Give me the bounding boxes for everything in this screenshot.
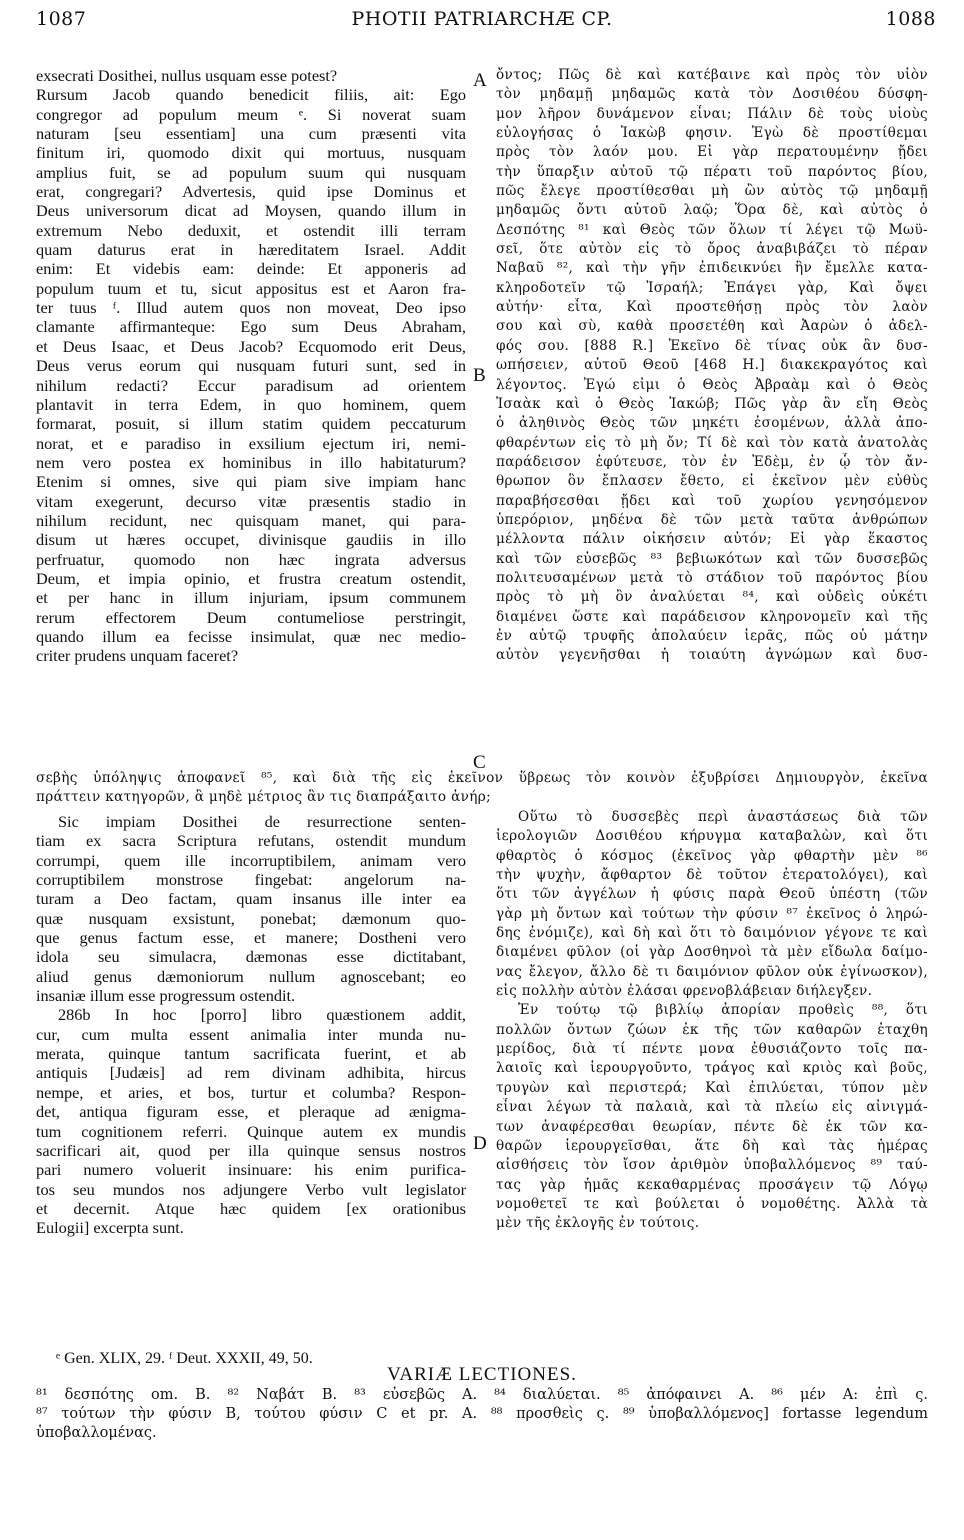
latin-line: plantavit in terra Edem, in quo hominem, quem — [36, 394, 466, 414]
latin-line: que genus factum esse, et manere; Dostheni vero — [36, 928, 466, 948]
greek-line: τὸν μηδαμῇ μηδαμῶς κατὰ τὸν Δοσιθέου δύσφη- — [496, 86, 928, 103]
latin-line: nempe, et aries, et bos, turtur et columba? Respon- — [36, 1082, 466, 1102]
latin-line: et Deus Isaac, et Deus Jacob? Ecquomodo erit Deus, — [36, 336, 466, 356]
greek-line: τὴν ὕπαρξιν αὐτοῦ τῷ πέρατι τοῦ παρόντος βίου, — [496, 163, 928, 180]
greek-line: εἰς πολλὴν αὐτὸν ἐλάσαι φρενοβλάβειαν διήλεγξεν. — [496, 983, 873, 1000]
variant-reading-line: ὑποβαλλομένας. — [36, 1425, 157, 1441]
greek-line: καὶ τῶν εὐσεβῶς ⁸³ βεβιωκότων καὶ τῶν δυσσεβῶς — [496, 550, 928, 567]
greek-line: σου καὶ σὺ, καθὰ προσετέθη καὶ Ἀαρὼν ὁ ἀδελ- — [496, 318, 928, 335]
greek-line: κληροδοτεῖν τῷ Ἰσραήλ; Ἐπάγει γὰρ, Καὶ ὄψει — [496, 279, 928, 296]
greek-line: λαιοῖς καὶ ἱερουργοῦντο, τράγος καὶ κριὸς καὶ βοῦς, — [496, 1060, 928, 1077]
latin-line: quæ nusquam exsistunt, ponebat; dæmonum quo- — [36, 908, 466, 928]
greek-line: γὰρ μὴ ὄντων καὶ τούτων τὴν φύσιν ⁸⁷ ἐκεῖνος ὁ ληρώ- — [496, 905, 928, 922]
right-page-number: 1088 — [885, 8, 936, 30]
latin-line: tiam ex sacra Scriptura refutans, ostendit mundum — [36, 831, 466, 851]
latin-line: turam a Deo factam, quam insanus ille inter ea — [36, 889, 466, 909]
latin-line: nihilum redacti? Eccur paradisum ad orientem — [36, 375, 466, 395]
latin-line: nem vero postea ex hominibus in illo habitaturum? — [36, 452, 466, 472]
latin-line: clamante affirmanteque: Ego sum Deus Abraham, — [36, 317, 466, 337]
latin-line: quam daturus erat in hæreditatem Israel. Addit — [36, 240, 466, 260]
latin-line: det, antiqua figuram esse, et pleraque ad ænigma- — [36, 1102, 466, 1122]
greek-line: ὄντος; Πῶς δὲ καὶ κατέβαινε καὶ πρὸς τὸν υἱὸν — [496, 67, 928, 83]
greek-line: θρωπον ὃν ἔπλασεν ἔθετο, εἰ ἐκεῖνον μὲν εὐθὺς — [496, 473, 928, 490]
latin-line: extremum Nebo deduxit, et ostendit illi terram — [36, 220, 466, 240]
greek-line: πῶς ἔλεγε προστίθεσθαι μὴ ὢν αὐτὸς τῷ μηδαμῇ — [496, 183, 928, 200]
latin-line: nihilum recidunt, nec quisquam manet, qui para- — [36, 510, 466, 530]
running-title: PHOTII PATRIARCHÆ CP. — [351, 8, 613, 30]
greek-line: παράδεισον ἐφύτευσε, τὸν ἐν Ἐδὲμ, ἐν ᾧ τὸν ἄν- — [496, 453, 928, 470]
greek-line: ὁ ἀληθινὸς Θεὸς τῶν μηκέτι ἐσομένων, ἀλλὰ ἀπο- — [496, 415, 928, 432]
latin-line: antiquis [Judæis] ad rem divinam adhibita, hircus — [36, 1063, 466, 1083]
greek-line: εὐλογήσας ὁ Ἰακὼβ φησιν. Ἐγὼ δὲ προστίθεμαι — [496, 125, 928, 142]
latin-line: et per hanc in illum injuriam, ipsum communem — [36, 588, 466, 608]
greek-line: μέλλοντα πάλιν οἰκήσειν αὐτόν; Εἰ γὰρ ἕκαστος — [496, 531, 928, 548]
latin-line: Deum, et impia opinio, et frustra creatum ostendit, — [36, 568, 466, 588]
latin-line: Etenim si omnes, sive qui piam sive impiam hanc — [36, 472, 466, 492]
latin-line: congregor ad populum meum ᵉ. Si noverat suam — [36, 104, 466, 124]
latin-line: amplius fuit, se ad populum suum qui nusquam — [36, 162, 466, 182]
latin-line: Rursum Jacob quando benedicit filiis, ait: Ego — [36, 85, 466, 105]
variae-lectiones — [36, 1386, 928, 1443]
latin-line: pari numero voluerit insinuare: his enim purifica- — [36, 1160, 466, 1180]
greek-line: διαμένει ὥστε καὶ παράδεισον κληρονομεῖν καὶ τῆς — [496, 608, 928, 625]
latin-line: erat, congregari? Advertesis, quid ipse Dominus et — [36, 182, 466, 202]
greek-line: φθαρέντων εἰς τὸ μὴ ὄν; Τί δὲ καὶ τὸν κατὰ ἀνατολὰς — [496, 434, 928, 451]
latin-line: criter prudens unquam faceret? — [36, 646, 239, 666]
greek-line: Ἰσαὰκ καὶ ὁ Θεὸς Ἰακώβ; Πῶς γὰρ ἂν εἴη Θεὸς — [496, 395, 928, 412]
latin-line: merata, quinque tantum sacrificata fuerint, et ab — [36, 1044, 466, 1064]
latin-line: insaniæ illum esse progressum ostendit. — [36, 986, 296, 1006]
greek-column-bottom — [496, 808, 928, 1234]
latin-line: corrumpi, quem ille incorruptibilem, animam vero — [36, 850, 466, 870]
greek-line: πολιτευσαμένων μετὰ τὸ στάδιον τοῦ παρόντος βίου — [496, 569, 928, 586]
latin-line: finitum iri, quomodo dixit qui mortuus, nusquam — [36, 143, 466, 163]
latin-line: tos seu mundos nos adjungere Verbo vult legislator — [36, 1179, 466, 1199]
greek-column-top — [496, 66, 928, 666]
latin-line: idola seu simulacra, dæmonas esse dictitabant, — [36, 947, 466, 967]
latin-line: vitam exegerunt, decurso vitæ præsentis stadio in — [36, 491, 466, 511]
greek-line: ἱερολογιῶν Δοσιθέου κήρυγμα καταβαλὼν, καὶ ὅτι — [496, 828, 928, 845]
greek-line: μερίδος, διὰ τί πέντε μονα ἐθυσιάζοντο τοῖς πα- — [496, 1041, 928, 1058]
greek-line: πρὸς τὸν λαόν μου. Εἰ γὰρ περατουμένην ᾔδει — [496, 144, 928, 161]
margin-marker-d: D — [473, 1133, 487, 1154]
scripture-footnote: ᵉ Gen. XLIX, 29. ᶠ Deut. XXXII, 49, 50. — [56, 1350, 313, 1367]
greek-line: Οὕτω τὸ δυσσεβὲς περὶ ἀναστάσεως διὰ τῶν — [518, 809, 928, 825]
latin-line: rerum effectorem Deum contumeliose perstringit, — [36, 607, 466, 627]
greek-line: παραβήσεσθαι ᾔδει καὶ τοῦ χωρίου γενησόμενον — [496, 492, 928, 509]
greek-line: θαρῶν ἱερουργεῖσθαι, ἅτε δὴ καὶ τὰς ἡμέρας — [496, 1137, 928, 1154]
latin-line: cur, cum multa essent animalia inter munda nu- — [36, 1024, 466, 1044]
latin-line: Eulogii] excerpta sunt. — [36, 1218, 184, 1238]
greek-line: διαμένει φῦλον (οἱ γὰρ Δοσθηνοὶ τὰ μὲν εἴδωλα δαίμο- — [496, 944, 928, 961]
latin-line: corruptibilem monstrose fingebat: angelorum na- — [36, 870, 466, 890]
greek-line: εἶναι λέγων τὰ παλαιὰ, καὶ τὰ πλείω εἰς αἰνιγμά- — [496, 1099, 928, 1116]
greek-line: φθαρτὸς ὁ κόσμος (ἐκεῖνος γὰρ φθαρτὴν μὲν ⁸⁶ — [496, 847, 928, 864]
greek-line: τας γὰρ ἡμᾶς κεκαθαρμένας προσάγειν τῷ Λόγῳ — [496, 1176, 928, 1193]
greek-line: Ναβαῦ ⁸², καὶ τὴν γῆν ἐπιδεικνύει ἣν ἔμελλε κατα- — [496, 260, 928, 277]
greek-line: των ἀναφέρεσθαι θεωρίαν, πέντε δὲ ἐκ τῶν κα- — [496, 1118, 928, 1135]
greek-line: δης ἐνόμιζε), καὶ δὴ καὶ ὅτι τὸ δαιμόνιον γέγονε τε καὶ — [496, 925, 928, 942]
greek-line: σεῖ, ὅτε αὐτὸν εἰς τὸ ὄρος ἀναβιβάζει τὸ πέραν — [496, 241, 928, 258]
greek-line: Δεσπότης ⁸¹ καὶ Θεὸς τῶν ὅλων τί λέγει τῷ Μωϋ- — [496, 221, 928, 238]
greek-wide-line: πράττειν κατηγορῶν, ἃ μηδὲ μέτριος ἂν τις διαπράξαιτο ἀνήρ; — [36, 789, 492, 806]
latin-line: ter tuus ᶠ. Illud autem quos non moveat, Deo ipso — [36, 298, 466, 318]
greek-line: τρυγὼν καὶ περιστερά; Καὶ ἐπιλύεται, τύπον μὲν — [496, 1079, 928, 1096]
latin-line: naturam [seu essentiam] una cum præsenti vita — [36, 124, 466, 144]
greek-line: αἰσθήσεις τὸν ἴσον ἀριθμὸν ὑποβαλλόμενος ⁸⁹ ταύ- — [496, 1157, 928, 1174]
margin-marker-a: A — [473, 70, 487, 91]
latin-line: 286b In hoc [porro] libro quæstionem addit, — [58, 1005, 466, 1025]
greek-full-width-lines — [36, 769, 928, 808]
latin-line: quando illum ea fecisse insimulat, quæ nec medio- — [36, 626, 466, 646]
latin-line: Deus verus eorum qui nusquam futuri sunt, sed in — [36, 356, 466, 376]
greek-line: Ἐν τούτῳ τῷ βιβλίῳ ἀπορίαν προθεὶς ⁸⁸, ὅτι — [518, 1002, 928, 1019]
greek-line: ωπήσειεν, αὐτοῦ Θεοῦ [468 H.] διακεκραγότος καὶ — [496, 357, 928, 374]
latin-line: enim: Et videbis eam: deinde: Et apponeris ad — [36, 259, 466, 279]
greek-line: αὐτήν· εἶτα, Καὶ προστεθήσῃ πρὸς τὸν λαὸν — [496, 299, 928, 316]
variant-reading-line: ⁸¹ δεσπότης om. B. ⁸² Ναβάτ B. ⁸³ εὐσεβῶς A. ⁸⁴ διαλύεται. ⁸⁵ ἀπόφαινει A. ⁸⁶ μέν A: ἐπὶ ς. — [36, 1387, 928, 1403]
greek-wide-line: σεβὴς ὑπόληψις ἀποφανεῖ ⁸⁵, καὶ διὰ τῆς εἰς ἐκεῖνον ὕβρεως τὸν κοινὸν ἐξυβρίσει Δημιουργὸν, ἐκεῖνα — [36, 770, 928, 786]
latin-line: et decernit. Atque hæc quidem [ex orationibus — [36, 1198, 466, 1218]
greek-line: λέγοντος. Ἐγώ εἰμι ὁ Θεὸς Ἀβραὰμ καὶ ὁ Θεὸς — [496, 376, 928, 393]
greek-line: νας ἔλεγον, ἄλλο δὲ τι δαιμόνιον φῦλον οὐκ ἐγίνωσκον), — [496, 963, 928, 980]
latin-line: exsecrati Dosithei, nullus usquam esse potest? — [36, 66, 338, 85]
greek-line: αὐτὸν γεγενῆσθαι ἡ τοιαύτη ἀγνώμων καὶ δυσ- — [496, 647, 928, 664]
latin-column-top — [36, 66, 466, 666]
greek-line: τὴν ψυχὴν, ἄφθαρτον δὲ τοῦτον ἐτερατολόγει), καὶ — [496, 867, 928, 884]
greek-line: πολλῶν ὄντων ζώων ἐκ τῆς τῶν καθαρῶν ἐταχθη — [496, 1021, 928, 1038]
latin-line: Sic impiam Dosithei de resurrectione senten- — [58, 812, 466, 831]
greek-line: μηδαμῶς ὄντι αὐτοῦ λαῷ; Ὅρα δὲ, καὶ αὐτὸς ὁ — [496, 202, 928, 219]
variae-lectiones-heading: VARIÆ LECTIONES. — [387, 1364, 577, 1385]
latin-line: Deus universorum dicat ad Moysen, quando illum in — [36, 201, 466, 221]
latin-line: perfruatur, quomodo non hæc ingrata adversus — [36, 549, 466, 569]
latin-line: aliud genus dæmoniorum nullum agnoscebant; eo — [36, 966, 466, 986]
greek-line: πρὸς τὸ μὴ ὂν ἀναλύεται ⁸⁴, καὶ οὐδεὶς οὐκέτι — [496, 589, 928, 606]
greek-line: νομοθετεῖ τε καὶ βούλεται ὁ νομοθέτης. Ἀλλὰ τὰ — [496, 1195, 928, 1212]
variant-reading-line: ⁸⁷ τούτων τὴν φύσιν B, τούτου φύσιν C et pr. A. ⁸⁸ προσθεὶς ς. ⁸⁹ ὑποβαλλόμενος] fortasse legendum — [36, 1406, 928, 1422]
greek-line: μὲν τῆς ἐκλογῆς ἐν τούτοις. — [496, 1215, 700, 1232]
latin-line: sacrificari ait, quod per illa quinque sensus nostros — [36, 1140, 466, 1160]
greek-line: μον λῆρον δυνάμενον εἶναι; Πάλιν δὲ τοὺς υἱοὺς — [496, 105, 928, 122]
latin-column-bottom — [36, 812, 466, 1238]
greek-line: ὑπερόριον, μηδένα δὲ τῶν μετὰ ταῦτα ἀνθρώπων — [496, 511, 928, 528]
latin-line: formarat, posuit, si illum statim quidem peccaturum — [36, 414, 466, 434]
margin-marker-b: B — [473, 365, 486, 386]
margin-marker-c: C — [473, 752, 486, 773]
greek-line: ἐν αὐτῷ τρυφῆς ἀπολαύειν ἱερᾶς, πῶς οὐ μάτην — [496, 627, 928, 644]
latin-line: disum ut hæres occupet, divinisque gaudiis in illo — [36, 530, 466, 550]
latin-line: populum tuum et tu, sicut appositus est et Aaron fra- — [36, 278, 466, 298]
greek-line: φός σου. [888 R.] Ἐκεῖνο δὲ τίνας οὐκ ἂν δυσ- — [496, 337, 928, 354]
greek-line: ὅτι τῶν ἀγγέλων ἡ φύσις παρὰ Θεοῦ ὑπέστη (τῶν — [496, 886, 928, 903]
latin-line: tum cognitionem referri. Quinque autem ex mundis — [36, 1121, 466, 1141]
left-page-number: 1087 — [36, 8, 87, 30]
latin-line: norat, et e paradiso in exsilium ejectum iri, nemi- — [36, 433, 466, 453]
